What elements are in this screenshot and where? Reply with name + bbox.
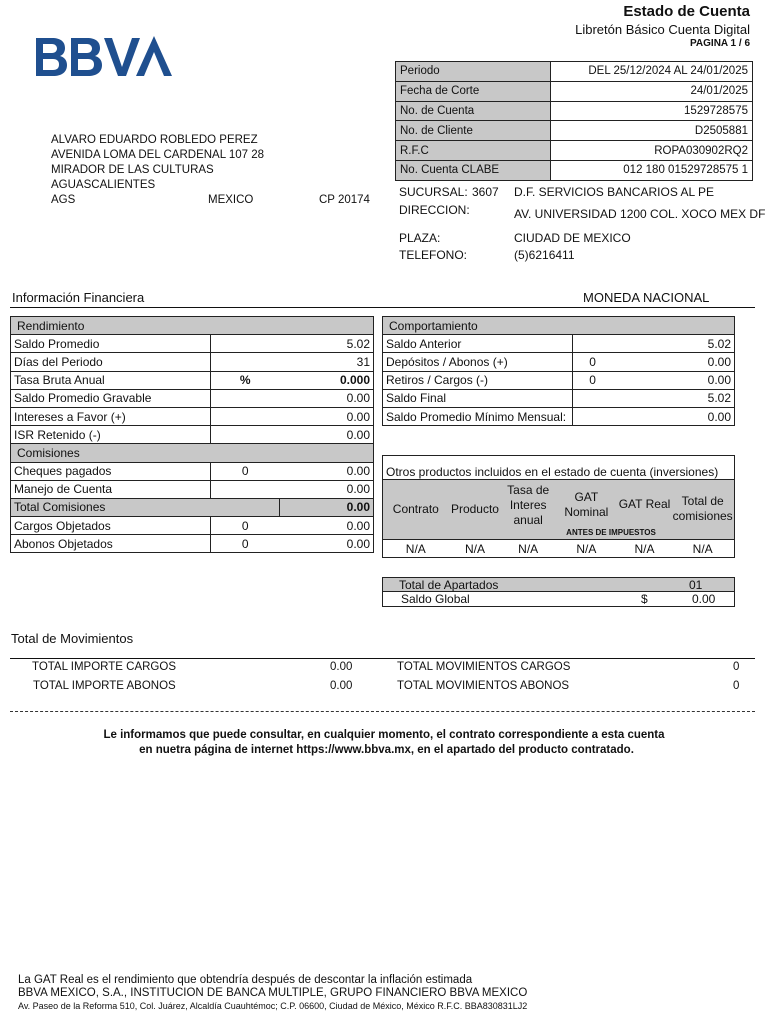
finance-row-count: [572, 335, 612, 353]
mov-cargos-value: 0: [733, 661, 740, 673]
col-gat-nominal: GAT Nominal: [564, 489, 609, 519]
account-row-no-de-cliente: [396, 121, 753, 141]
account-label: No. Cuenta CLABE: [396, 160, 551, 180]
finance-row: [11, 389, 374, 407]
finance-row: [11, 353, 374, 371]
finance-row-value: 0.000: [280, 371, 374, 389]
finance-row-value: 5.02: [612, 389, 734, 407]
footer: [18, 974, 527, 1013]
finance-row-count: 0: [572, 353, 612, 371]
contract-notice-line2: en nuetra página de internet https://www.bbva.mx, en el apartado del producto contratado.: [139, 744, 634, 756]
telefono-value: (5)6216411: [514, 248, 575, 262]
account-label: No. de Cuenta: [396, 101, 551, 121]
finance-section-title: Información Financiera: [12, 290, 145, 305]
customer-address: [51, 133, 371, 208]
product-name: Libretón Básico Cuenta Digital: [575, 22, 750, 37]
finance-row-label: Saldo Anterior: [383, 335, 573, 353]
comisiones-header-label: Comisiones: [11, 444, 374, 462]
account-label: No. de Cliente: [396, 121, 551, 141]
finance-row-value: 0.00: [280, 407, 374, 425]
comportamiento-header-label: Comportamiento: [383, 317, 735, 335]
saldo-global-value: 0.00: [692, 592, 716, 606]
saldo-global-label: Saldo Global: [401, 592, 470, 606]
customer-state: AGS: [51, 194, 76, 206]
customer-name: ALVARO EDUARDO ROBLEDO PEREZ: [51, 134, 258, 146]
finance-row-value: 5.02: [280, 335, 374, 353]
rendimiento-header-label: Rendimiento: [11, 317, 374, 335]
customer-cp: CP 20174: [319, 194, 370, 206]
account-info-table: [395, 61, 753, 181]
finance-row-label: ISR Retenido (-): [11, 426, 211, 444]
statement-title: Estado de Cuenta: [623, 3, 750, 20]
finance-row-count: %: [210, 371, 280, 389]
rendimiento-table: [10, 316, 374, 553]
account-row-r-f-c: [396, 141, 753, 161]
total-comisiones-value: 0.00: [280, 498, 374, 516]
otros-productos-box: [382, 455, 735, 558]
mov-abonos-value: 0: [733, 680, 740, 692]
finance-row-value: 5.02: [612, 335, 734, 353]
contract-notice-line1: Le informamos que puede consultar, en cualquier momento, el contrato correspondiente a esta cuenta: [103, 729, 665, 741]
customer-colony: MIRADOR DE LAS CULTURAS: [51, 164, 214, 176]
movimientos-divider: [10, 658, 755, 659]
col-tasa: Tasa de Interes anual: [507, 483, 550, 527]
finance-row-count: [210, 426, 280, 444]
val-tasa: N/A: [518, 541, 539, 556]
finance-row-count: 0: [572, 371, 612, 389]
finance-row-value: 0.00: [612, 407, 734, 425]
finance-row-label: Cargos Objetados: [11, 517, 211, 535]
finance-row-value: 0.00: [280, 426, 374, 444]
sucursal-label: SUCURSAL:: [399, 185, 468, 199]
customer-street: AVENIDA LOMA DEL CARDENAL 107 28: [51, 149, 265, 161]
finance-row-label: Saldo Promedio Gravable: [11, 389, 211, 407]
direccion-label: DIRECCION:: [399, 203, 470, 217]
sucursal-name: D.F. SERVICIOS BANCARIOS AL PE: [514, 185, 715, 199]
finance-row: [11, 426, 374, 444]
sucursal-number: 3607: [472, 185, 499, 199]
finance-row: [11, 517, 374, 535]
dashed-separator: [10, 711, 755, 712]
finance-row-count: [572, 389, 612, 407]
finance-row-count: [572, 407, 612, 425]
account-row-fecha-de-corte: [396, 81, 753, 101]
bbva-logo: [34, 34, 172, 80]
finance-row-label: Saldo Promedio: [11, 335, 211, 353]
finance-row-value: 0.00: [280, 462, 374, 480]
mov-cargos-label: TOTAL MOVIMIENTOS CARGOS: [397, 661, 571, 673]
finance-row-count: 0: [210, 517, 280, 535]
gat-real-note: La GAT Real es el rendimiento que obtendría después de descontar la inflación estimada: [18, 974, 473, 986]
finance-row-label: Intereses a Favor (+): [11, 407, 211, 425]
finance-row-value: 0.00: [612, 371, 734, 389]
finance-row: [383, 407, 735, 425]
col-total-comisiones: Total de comisiones: [672, 493, 733, 523]
account-label: R.F.C: [396, 141, 551, 161]
val-gat-nominal: N/A: [576, 541, 597, 556]
finance-row-count: [210, 480, 280, 498]
finance-row-label: Días del Periodo: [11, 353, 211, 371]
finance-row-label: Tasa Bruta Anual: [11, 371, 211, 389]
importe-abonos-value: 0.00: [330, 680, 353, 692]
col-contrato: Contrato: [392, 502, 439, 516]
movimientos-title: Total de Movimientos: [11, 631, 134, 646]
val-producto: N/A: [464, 541, 485, 556]
finance-row-label: Saldo Promedio Mínimo Mensual:: [383, 407, 573, 425]
antes-impuestos-note: ANTES DE IMPUESTOS: [566, 528, 656, 537]
finance-row-count: [210, 389, 280, 407]
finance-divider: [10, 307, 755, 308]
finance-row-label: Manejo de Cuenta: [11, 480, 211, 498]
finance-row: [383, 389, 735, 407]
finance-row-value: 31: [280, 353, 374, 371]
page-number: PAGINA 1 / 6: [689, 38, 750, 49]
col-gat-real: GAT Real: [618, 497, 671, 511]
mov-abonos-label: TOTAL MOVIMIENTOS ABONOS: [397, 680, 570, 692]
finance-row-label: Saldo Final: [383, 389, 573, 407]
account-value: DEL 25/12/2024 AL 24/01/2025: [551, 62, 753, 82]
otros-productos-title: Otros productos incluidos en el estado de cuenta (inversiones): [383, 456, 734, 480]
finance-row-label: Retiros / Cargos (-): [383, 371, 573, 389]
finance-row-count: [210, 353, 280, 371]
val-contrato: N/A: [405, 541, 426, 556]
account-value: ROPA030902RQ2: [551, 141, 753, 161]
bank-legal-name: BBVA MEXICO, S.A., INSTITUCION DE BANCA MULTIPLE, GRUPO FINANCIERO BBVA MEXICO: [18, 987, 528, 999]
account-row-no-de-cuenta: [396, 101, 753, 121]
comisiones-header: [11, 444, 374, 462]
account-row-no-cuenta-clabe: [396, 160, 753, 180]
finance-row: [383, 335, 735, 353]
account-value: D2505881: [551, 121, 753, 141]
finance-row: [11, 371, 374, 389]
finance-row-label: Depósitos / Abonos (+): [383, 353, 573, 371]
comportamiento-table: [382, 316, 735, 426]
finance-row-value: 0.00: [280, 389, 374, 407]
plaza-value: CIUDAD DE MEXICO: [514, 231, 631, 245]
customer-city: AGUASCALIENTES: [51, 179, 156, 191]
finance-row-value: 0.00: [280, 535, 374, 553]
otros-productos-values: [383, 540, 734, 557]
rendimiento-header: [11, 317, 374, 335]
finance-row-label: Cheques pagados: [11, 462, 211, 480]
apartados-box: [382, 577, 735, 607]
val-gat-real: N/A: [634, 541, 655, 556]
importe-abonos-label: TOTAL IMPORTE ABONOS: [33, 680, 176, 692]
finance-row-count: 0: [210, 462, 280, 480]
bank-address: Av. Paseo de la Reforma 510, Col. Juárez, Alcaldía Cuauhtémoc; C.P. 06600, Ciudad de México, México R.F.C. BBA830831LJ2: [18, 1001, 528, 1011]
currency-label: MONEDA NACIONAL: [583, 290, 710, 305]
saldo-global-currency: $: [641, 592, 648, 606]
finance-row: [383, 371, 735, 389]
account-label: Periodo: [396, 62, 551, 82]
finance-row-count: 0: [210, 535, 280, 553]
val-total-comisiones: N/A: [692, 541, 713, 556]
finance-row: [11, 407, 374, 425]
account-row-periodo: [396, 62, 753, 82]
apartados-value: 01: [689, 577, 703, 592]
finance-row: [11, 535, 374, 553]
account-label: Fecha de Corte: [396, 81, 551, 101]
finance-row: [383, 353, 735, 371]
importe-cargos-label: TOTAL IMPORTE CARGOS: [32, 661, 176, 673]
finance-row-count: [210, 335, 280, 353]
direccion-value: AV. UNIVERSIDAD 1200 COL. XOCO MEX DF: [514, 207, 766, 221]
comportamiento-header: [383, 317, 735, 335]
total-comisiones-row: [11, 498, 374, 516]
finance-row-label: Abonos Objetados: [11, 535, 211, 553]
finance-row: [11, 480, 374, 498]
finance-row: [11, 462, 374, 480]
otros-productos-header: [383, 480, 734, 540]
account-value: 012 180 01529728575 1: [551, 160, 753, 180]
telefono-label: TELEFONO:: [399, 248, 468, 262]
apartados-label: Total de Apartados: [399, 577, 499, 592]
finance-row-value: 0.00: [612, 353, 734, 371]
plaza-label: PLAZA:: [399, 231, 441, 245]
col-producto: Producto: [450, 502, 499, 516]
account-value: 24/01/2025: [551, 81, 753, 101]
finance-row-value: 0.00: [280, 517, 374, 535]
total-comisiones-label: Total Comisiones: [11, 498, 280, 516]
finance-row: [11, 335, 374, 353]
importe-cargos-value: 0.00: [330, 661, 353, 673]
customer-country: MEXICO: [208, 194, 254, 206]
finance-row-count: [210, 407, 280, 425]
finance-row-value: 0.00: [280, 480, 374, 498]
account-value: 1529728575: [551, 101, 753, 121]
